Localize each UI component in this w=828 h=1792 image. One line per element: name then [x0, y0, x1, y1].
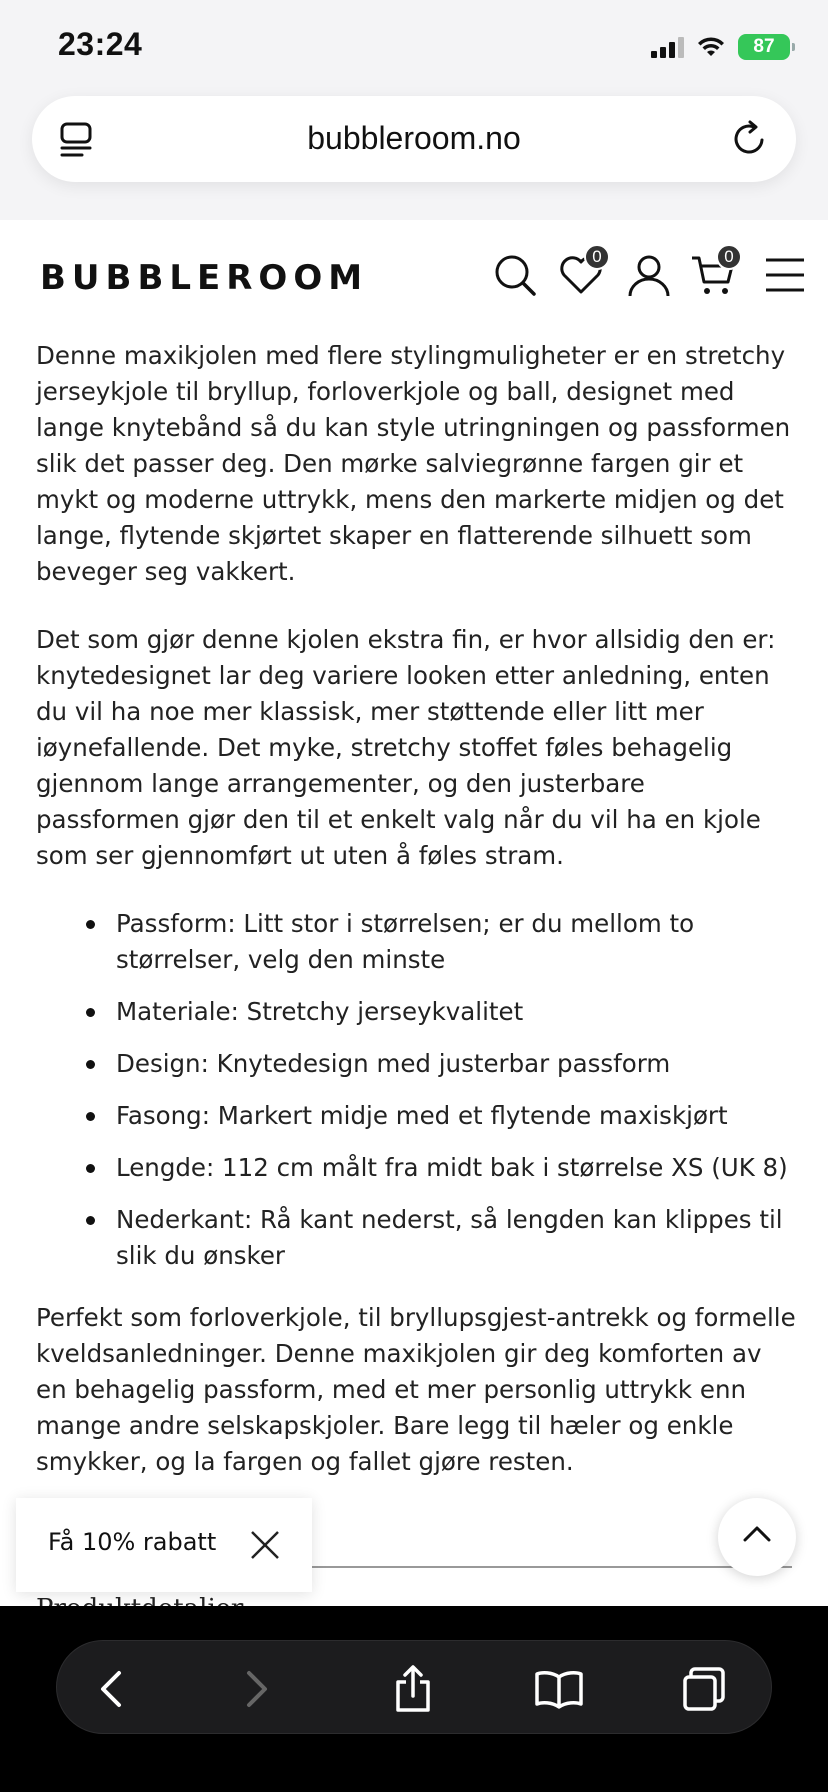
forward-button[interactable]	[229, 1661, 285, 1717]
search-icon[interactable]	[492, 252, 538, 298]
list-item	[36, 1046, 796, 1082]
product-description	[36, 338, 796, 1512]
list-item	[36, 906, 796, 978]
scroll-to-top-button[interactable]	[718, 1498, 796, 1576]
address-bar[interactable]	[32, 96, 796, 182]
chevron-left-icon	[97, 1669, 125, 1709]
product-features-list	[36, 906, 796, 1274]
site-logo[interactable]: BUBBLEROOM	[40, 258, 369, 298]
reload-icon[interactable]	[732, 120, 768, 158]
status-bar	[0, 0, 828, 96]
user-icon[interactable]	[626, 252, 672, 298]
list-item-text: Design: Knytedesign med justerbar passform	[116, 1049, 671, 1078]
cellular-signal-icon	[651, 36, 684, 58]
list-item	[36, 994, 796, 1030]
promo-text[interactable]: Få 10% rabatt	[48, 1528, 217, 1556]
description-paragraph-2: Det som gjør denne kjolen ekstra fin, er hvor allsidig den er: knytedesignet lar deg variere looken etter anledning, enten du vil ha noe mer klassisk, mer støttende eller litt mer iøynefallende. Det myke, stretchy stoffet føles behagelig gjennom lange arrangementer, og den justerbare passformen gjør den til et enkelt valg når du vil ha en kjole som ser gjennomført ut uten å føles stram.	[36, 625, 776, 870]
site-header	[0, 220, 828, 330]
section-divider	[312, 1566, 792, 1568]
share-button[interactable]	[385, 1661, 441, 1717]
tabs-button[interactable]	[677, 1661, 733, 1717]
description-paragraph-3: Perfekt som forloverkjole, til bryllupsgjest-antrekk og formelle kveldsanledninger. Denne maxikjolen gir deg komforten av en behagelig passform, med et mer personlig uttrykk enn mange andre selskapskjoler. Bare legg til hæler og enkle smykker, og la fargen og fallet gjøre resten.	[36, 1303, 796, 1476]
book-icon	[534, 1669, 584, 1709]
browser-address-area	[0, 96, 828, 220]
wishlist-button[interactable]	[558, 247, 604, 298]
bullet-icon	[86, 1164, 95, 1173]
back-button[interactable]	[83, 1661, 139, 1717]
browser-bottom-toolbar	[0, 1606, 828, 1792]
list-item-text: Fasong: Markert midje med et flytende maxiskjørt	[116, 1101, 728, 1130]
close-icon[interactable]	[248, 1528, 282, 1562]
list-item	[36, 1202, 796, 1274]
list-item-text: Materiale: Stretchy jerseykvalitet	[116, 997, 524, 1026]
toolbar-pill	[56, 1640, 772, 1734]
list-item-text: Lengde: 112 cm målt fra midt bak i størrelse XS (UK 8)	[116, 1153, 788, 1182]
status-time: 23:24	[58, 26, 143, 62]
battery-level: 87	[753, 36, 775, 57]
list-item-text: Nederkant: Rå kant nederst, så lengden kan klippes til slik du ønsker	[116, 1205, 783, 1270]
bookmarks-button[interactable]	[531, 1661, 587, 1717]
wifi-icon	[696, 36, 726, 58]
bullet-icon	[86, 920, 95, 929]
discount-promo-banner[interactable]	[16, 1498, 312, 1592]
bullet-icon	[86, 1112, 95, 1121]
bullet-icon	[86, 1008, 95, 1017]
share-icon	[393, 1664, 433, 1714]
status-icons	[651, 34, 790, 60]
chevron-right-icon	[243, 1669, 271, 1709]
tabs-icon	[681, 1665, 729, 1713]
list-item-text: Passform: Litt stor i størrelsen; er du mellom to størrelser, velg den minste	[116, 909, 695, 974]
cart-button[interactable]	[690, 247, 736, 298]
list-item	[36, 1098, 796, 1134]
wishlist-count-badge: 0	[584, 244, 610, 270]
product-details-heading[interactable]	[36, 1594, 243, 1606]
bullet-icon	[86, 1216, 95, 1225]
cart-count-badge: 0	[716, 244, 742, 270]
hamburger-menu-icon[interactable]	[762, 252, 808, 298]
list-item	[36, 1150, 796, 1186]
chevron-up-icon	[742, 1524, 772, 1544]
battery-indicator	[738, 34, 790, 60]
bullet-icon	[86, 1060, 95, 1069]
url-text[interactable]: bubbleroom.no	[307, 120, 521, 156]
description-paragraph-1: Denne maxikjolen med flere stylingmuligheter er en stretchy jerseykjole til bryllup, forloverkjole og ball, designet med lange knytebånd så du kan style utringningen og passformen slik det passer deg. Den mørke salviegrønne fargen gir et mykt og moderne uttrykk, mens den markerte midjen og det lange, flytende skjørtet skaper en flatterende silhuett som beveger seg vakkert.	[36, 341, 791, 586]
